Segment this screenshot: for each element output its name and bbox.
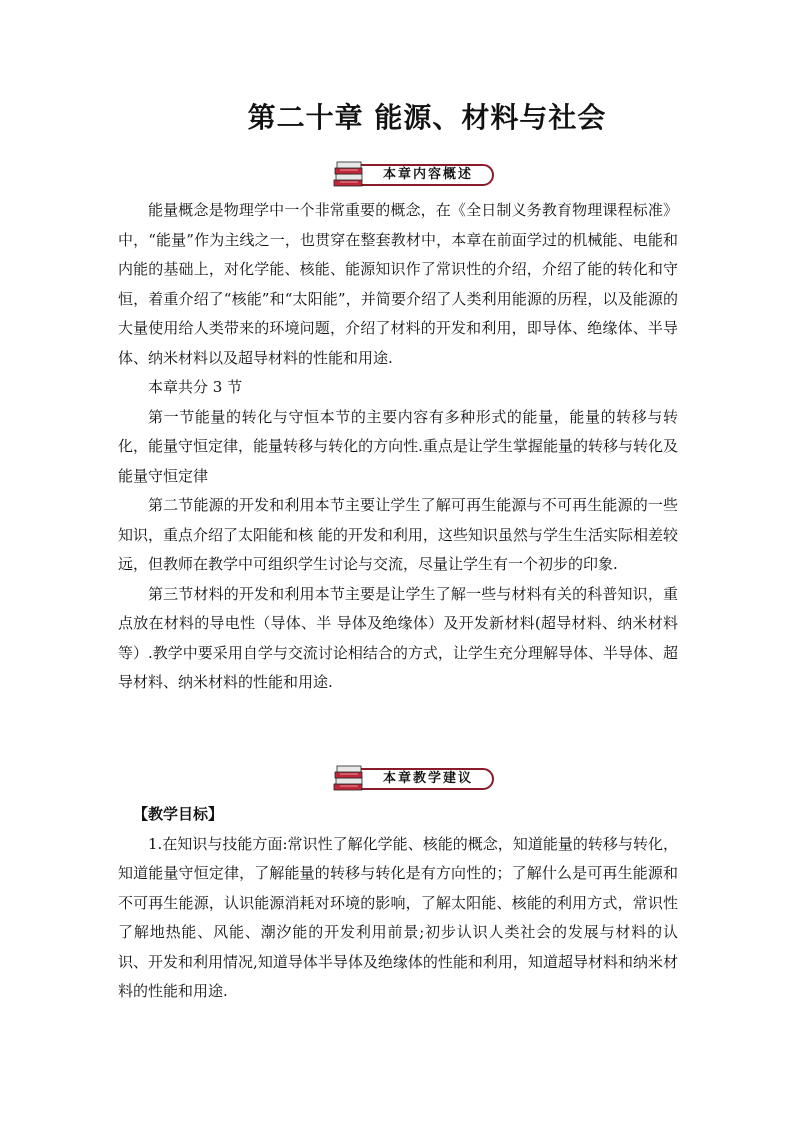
overview-banner-label: 本章内容概述 bbox=[382, 167, 473, 182]
goals-heading: 【教学目标】 bbox=[133, 805, 224, 823]
suggestions-banner-label: 本章教学建议 bbox=[382, 771, 473, 786]
overview-banner bbox=[332, 158, 496, 192]
books-icon bbox=[332, 158, 372, 192]
overview-paragraph: 第二节能源的开发和利用本节主要让学生了解可再生能源与不可再生能源的一些知识，重点介绍了太阳能和核 能的开发和利用，这些知识虽然与学生生活实际相差较远，但教师在教学中可组织学生讨论与交流，尽量让学生有一个初步的印象. bbox=[118, 496, 678, 573]
goals-section bbox=[118, 800, 678, 1007]
overview-paragraph: 第三节材料的开发和利用本节主要是让学生了解一些与材料有关的科普知识，重点放在材料的导电性（导体、半 导体及绝缘体）及开发新材料(超导材料、纳米材料等）.教学中要采用自学与交流讨论相结合的方式，让学生充分理解导体、半导体、超导材料、纳米材料的性能和用途. bbox=[118, 584, 678, 691]
overview-paragraph: 本章共分 3 节 bbox=[148, 378, 243, 396]
suggestions-banner bbox=[332, 762, 496, 796]
overview-paragraph: 能量概念是物理学中一个非常重要的概念，在《全日制义务教育物理课程标准》中，“能量”作为主线之一，也贯穿在整套教材中，本章在前面学过的机械能、电能和内能的基础上，对化学能、核能、能源知识作了常识性的介绍，介绍了能的转化和守恒，着重介绍了“核能”和“太阳能”，并简要介绍了人类利用能源的历程，以及能源的大量使用给人类带来的环境问题，介绍了材料的开发和利用，即导体、绝缘体、半导体、纳米材料以及超导材料的性能和用途. bbox=[118, 201, 678, 367]
goals-paragraph: 1.在知识与技能方面:常识性了解化学能、核能的概念，知道能量的转移与转化，知道能量守恒定律，了解能量的转移与转化是有方向性的；了解什么是可再生能源和不可再生能源，认识能源消耗对环境的影响，了解太阳能、核能的利用方式，常识性了解地热能、风能、潮汐能的开发利用前景;初步认识人类社会的发展与材料的认识、开发和利用情况,知道导体半导体及绝缘体的性能和利用，知道超导材料和纳米材料的性能和用途. bbox=[118, 834, 678, 1000]
banner-tab bbox=[354, 164, 494, 186]
books-icon bbox=[332, 762, 372, 796]
banner-tab bbox=[354, 768, 494, 790]
chapter-title: 第二十章 能源、材料与社会 bbox=[247, 101, 607, 134]
overview-paragraph: 第一节能量的转化与守恒本节的主要内容有多种形式的能量，能量的转移与转化，能量守恒定律，能量转移与转化的方向性.重点是让学生掌握能量的转移与转化及能量守恒定律 bbox=[118, 407, 678, 485]
overview-section bbox=[118, 196, 678, 698]
